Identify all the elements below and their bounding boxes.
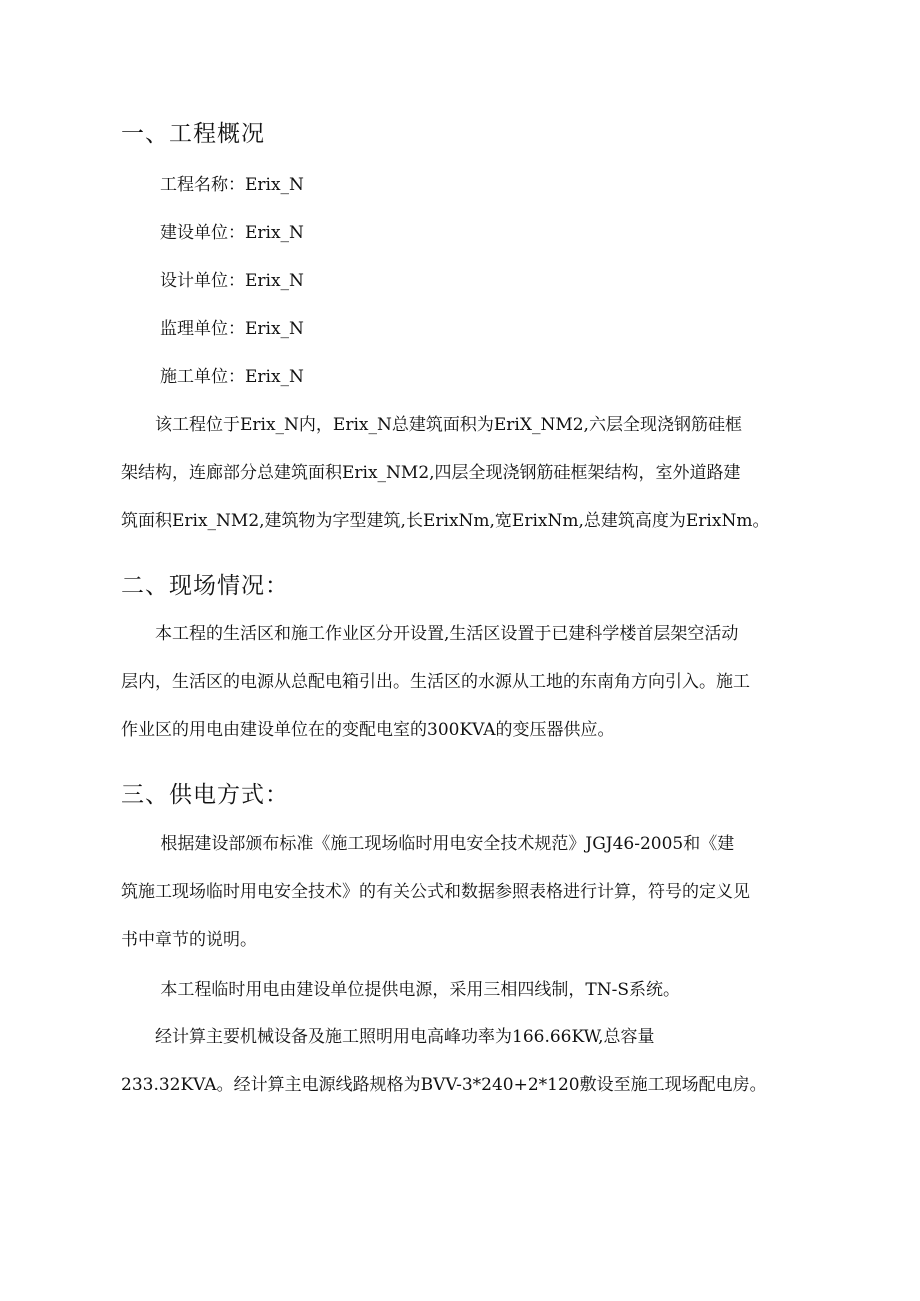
section-heading-site: 二、现场情况： (121, 573, 289, 599)
paragraph-line: 根据建设部颁布标准《施工现场临时用电安全技术规范》JGJ46-2005和《建 (121, 834, 735, 854)
paragraph-power-supply (121, 966, 801, 1014)
field-construction-unit: 建设单位：Erix_N (160, 223, 304, 243)
paragraph-project-description (121, 401, 801, 545)
field-builder-unit: 施工单位：Erix_N (160, 367, 304, 387)
field-supervision-unit: 监理单位：Erix_N (160, 319, 304, 339)
paragraph-line: 筑施工现场临时用电安全技术》的有关公式和数据参照表格进行计算，符号的定义见 (121, 882, 750, 902)
paragraph-line: 书中章节的说明。 (121, 930, 257, 950)
paragraph-line: 层内，生活区的电源从总配电箱引出。生活区的水源从工地的东南角方向引入。施工 (121, 672, 750, 692)
section-heading-power: 三、供电方式： (121, 782, 289, 808)
paragraph-line: 筑面积Erix_NM2,建筑物为字型建筑,长ErixNm,宽ErixNm,总建筑高度为ErixNm。 (121, 511, 770, 531)
paragraph-line: 233.32KVA。经计算主电源线路规格为BVV-3*240+2*120敷设至施工现场配电房。 (121, 1075, 767, 1095)
paragraph-line: 架结构，连廊部分总建筑面积Erix_NM2,四层全现浇钢筋硅框架结构，室外道路建 (121, 463, 741, 483)
field-project-name: 工程名称：Erix_N (160, 175, 304, 195)
paragraph-line: 作业区的用电由建设单位在的变配电室的300KVA的变压器供应。 (121, 720, 615, 740)
paragraph-power-calculation (121, 1013, 801, 1109)
section-heading-overview: 一、工程概况 (121, 121, 265, 147)
field-design-unit: 设计单位：Erix_N (160, 271, 304, 291)
paragraph-line: 本工程的生活区和施工作业区分开设置,生活区设置于已建科学楼首层架空活动 (121, 624, 739, 644)
paragraph-power-standard (121, 820, 801, 964)
paragraph-line: 该工程位于Erix_N内，Erix_N总建筑面积为EriX_NM2,六层全现浇钢筋硅框 (121, 415, 742, 435)
paragraph-line: 经计算主要机械设备及施工照明用电高峰功率为166.66KW,总容量 (121, 1027, 655, 1047)
paragraph-site-conditions (121, 610, 801, 754)
paragraph-line: 本工程临时用电由建设单位提供电源，采用三相四线制，TN-S系统。 (121, 980, 681, 1000)
